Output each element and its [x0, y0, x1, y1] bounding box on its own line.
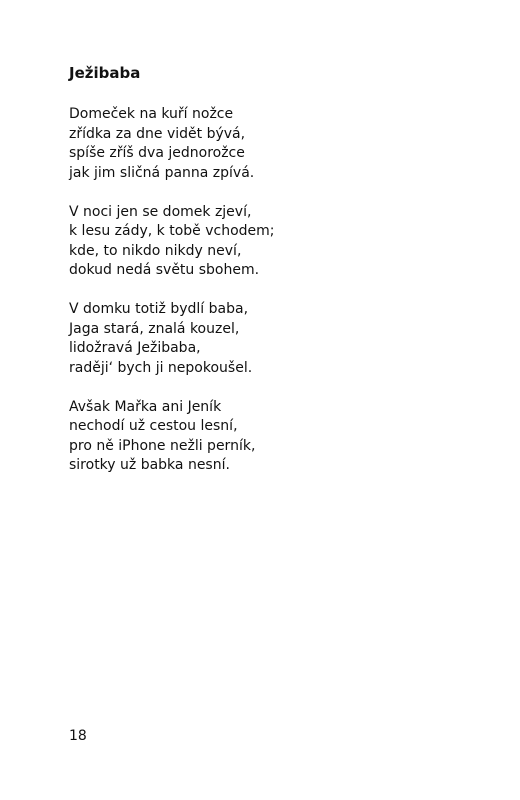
- poem-line: raději‘ bych ji nepokoušel.: [69, 359, 253, 376]
- poem-body: [69, 105, 449, 495]
- poem-line: Avšak Mařka ani Jeník: [69, 398, 222, 415]
- poem-line: V noci jen se domek zjeví,: [69, 203, 252, 220]
- stanza-4: [69, 398, 449, 476]
- stanza-1: [69, 105, 449, 183]
- poem-line: sirotky už babka nesní.: [69, 457, 230, 473]
- stanza-3: [69, 300, 449, 378]
- poem-line: Domeček na kuří nožce: [69, 106, 234, 122]
- poem-line: k lesu zády, k tobě vchodem;: [69, 223, 275, 239]
- poem-line: spíše zříš dva jednorožce: [69, 145, 245, 161]
- stanza-2: [69, 203, 449, 281]
- poem-line: zřídka za dne vidět bývá,: [69, 125, 246, 142]
- poem-line: dokud nedá světu sbohem.: [69, 262, 260, 278]
- poem-line: Jaga stará, znalá kouzel,: [69, 320, 240, 337]
- poem-line: kde, to nikdo nikdy neví,: [69, 242, 242, 259]
- page-number: 18: [69, 728, 87, 744]
- poem-line: pro ně iPhone nežli perník,: [69, 437, 256, 454]
- poem-line: jak jim sličná panna zpívá.: [69, 164, 255, 181]
- poem-line: lidožravá Ježibaba,: [69, 340, 201, 356]
- poem-title: Ježibaba: [69, 64, 141, 82]
- poem-line: V domku totiž bydlí baba,: [69, 301, 249, 317]
- poem-line: nechodí už cestou lesní,: [69, 418, 238, 434]
